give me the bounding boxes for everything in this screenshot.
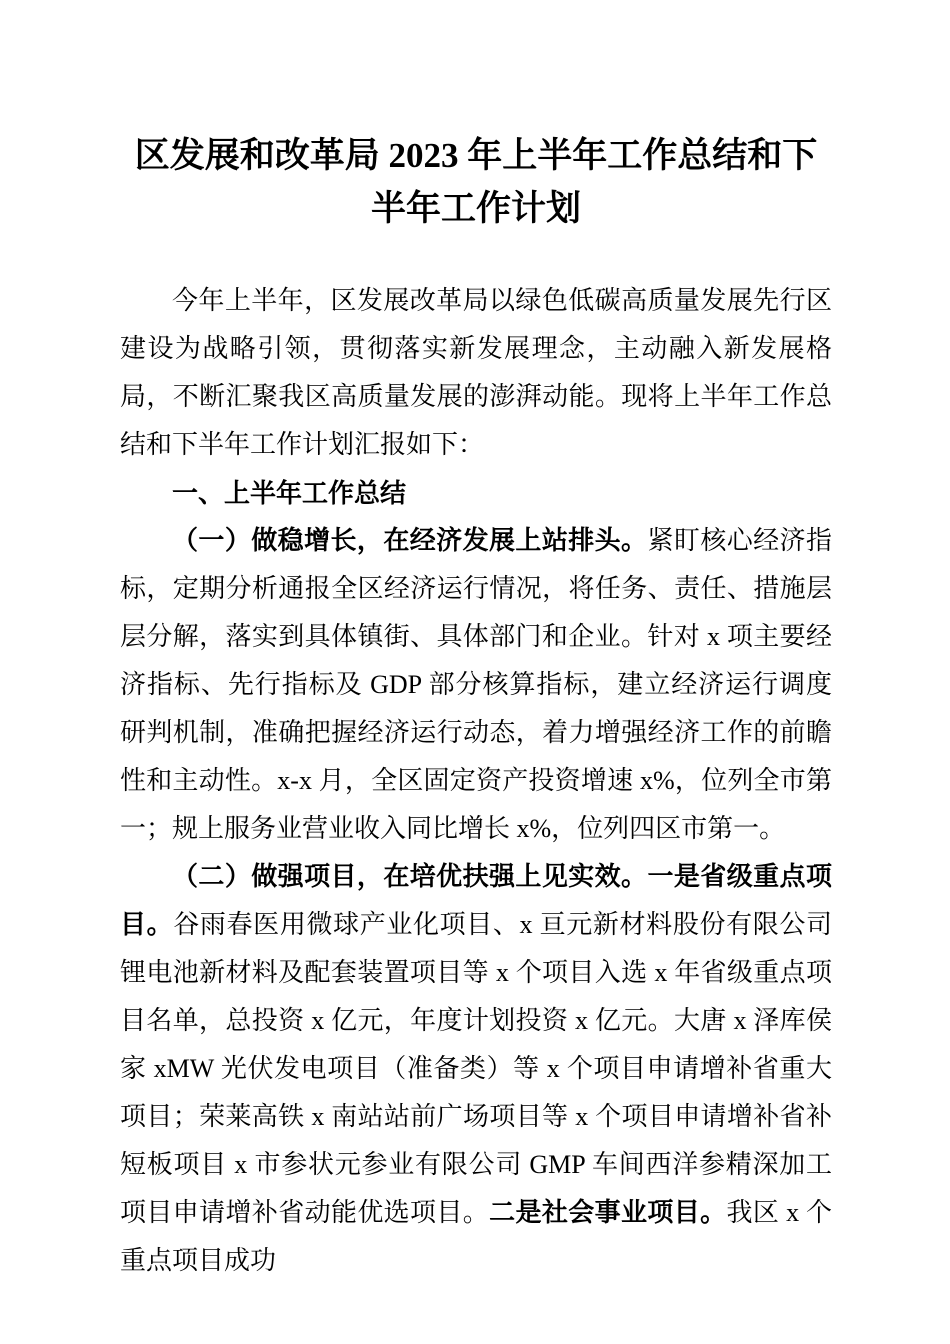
document-title — [120, 130, 832, 235]
point-1-paragraph — [120, 517, 832, 853]
point-2-text-2: 我区 x 个重点项目成功 — [120, 1198, 832, 1275]
point-1-lead: （一）做稳增长，在经济发展上站排头。 — [172, 526, 648, 555]
title-line-1: 区发展和改革局 2023 年上半年工作总结和下 — [134, 136, 818, 175]
point-2-sublead-2: 二是社会事业项目。 — [489, 1198, 727, 1227]
point-1-text: 紧盯核心经济指标，定期分析通报全区经济运行情况，将任务、责任、措施层层分解，落实到具体镇街、具体部门和企业。针对 x 项主要经济指标、先行指标及 GDP 部分核算指标，建立经济运行调度研判机制，准确把握经济运行动态，着力增强经济工作的前瞻性和主动性。x-x 月，全区固定资产投资增速 x%，位列全市第一；规上服务业营业收入同比增长 x%，位列四区市第一。 — [120, 526, 832, 843]
intro-paragraph: 今年上半年，区发展改革局以绿色低碳高质量发展先行区建设为战略引领，贯彻落实新发展理念，主动融入新发展格局，不断汇聚我区高质量发展的澎湃动能。现将上半年工作总结和下半年工作计划汇报如下： — [120, 286, 832, 459]
title-line-2: 半年工作计划 — [370, 188, 581, 228]
point-2-paragraph — [120, 853, 832, 1285]
document-body — [120, 277, 832, 1285]
point-2-sublead-1: 一是省级重点项目。 — [120, 862, 832, 939]
section-1-heading: 一、上半年工作总结 — [172, 478, 407, 508]
point-2-text-1: 谷雨春医用微球产业化项目、x 亘元新材料股份有限公司锂电池新材料及配套装置项目等 x 个项目入选 x 年省级重点项目名单，总投资 x 亿元，年度计划投资 x 亿元。大唐 x 泽库侯家 xMW 光伏发电项目（准备类）等 x 个项目申请增补省重大项目；荣莱高铁 x 南站站前广场项目等 x 个项目申请增补省补短板项目 x 市参状元参业有限公司 GMP 车间西洋参精深加工项目申请增补省动能优选项目。 — [120, 910, 832, 1227]
point-2-lead: （二）做强项目，在培优扶强上见实效。 — [172, 862, 648, 891]
